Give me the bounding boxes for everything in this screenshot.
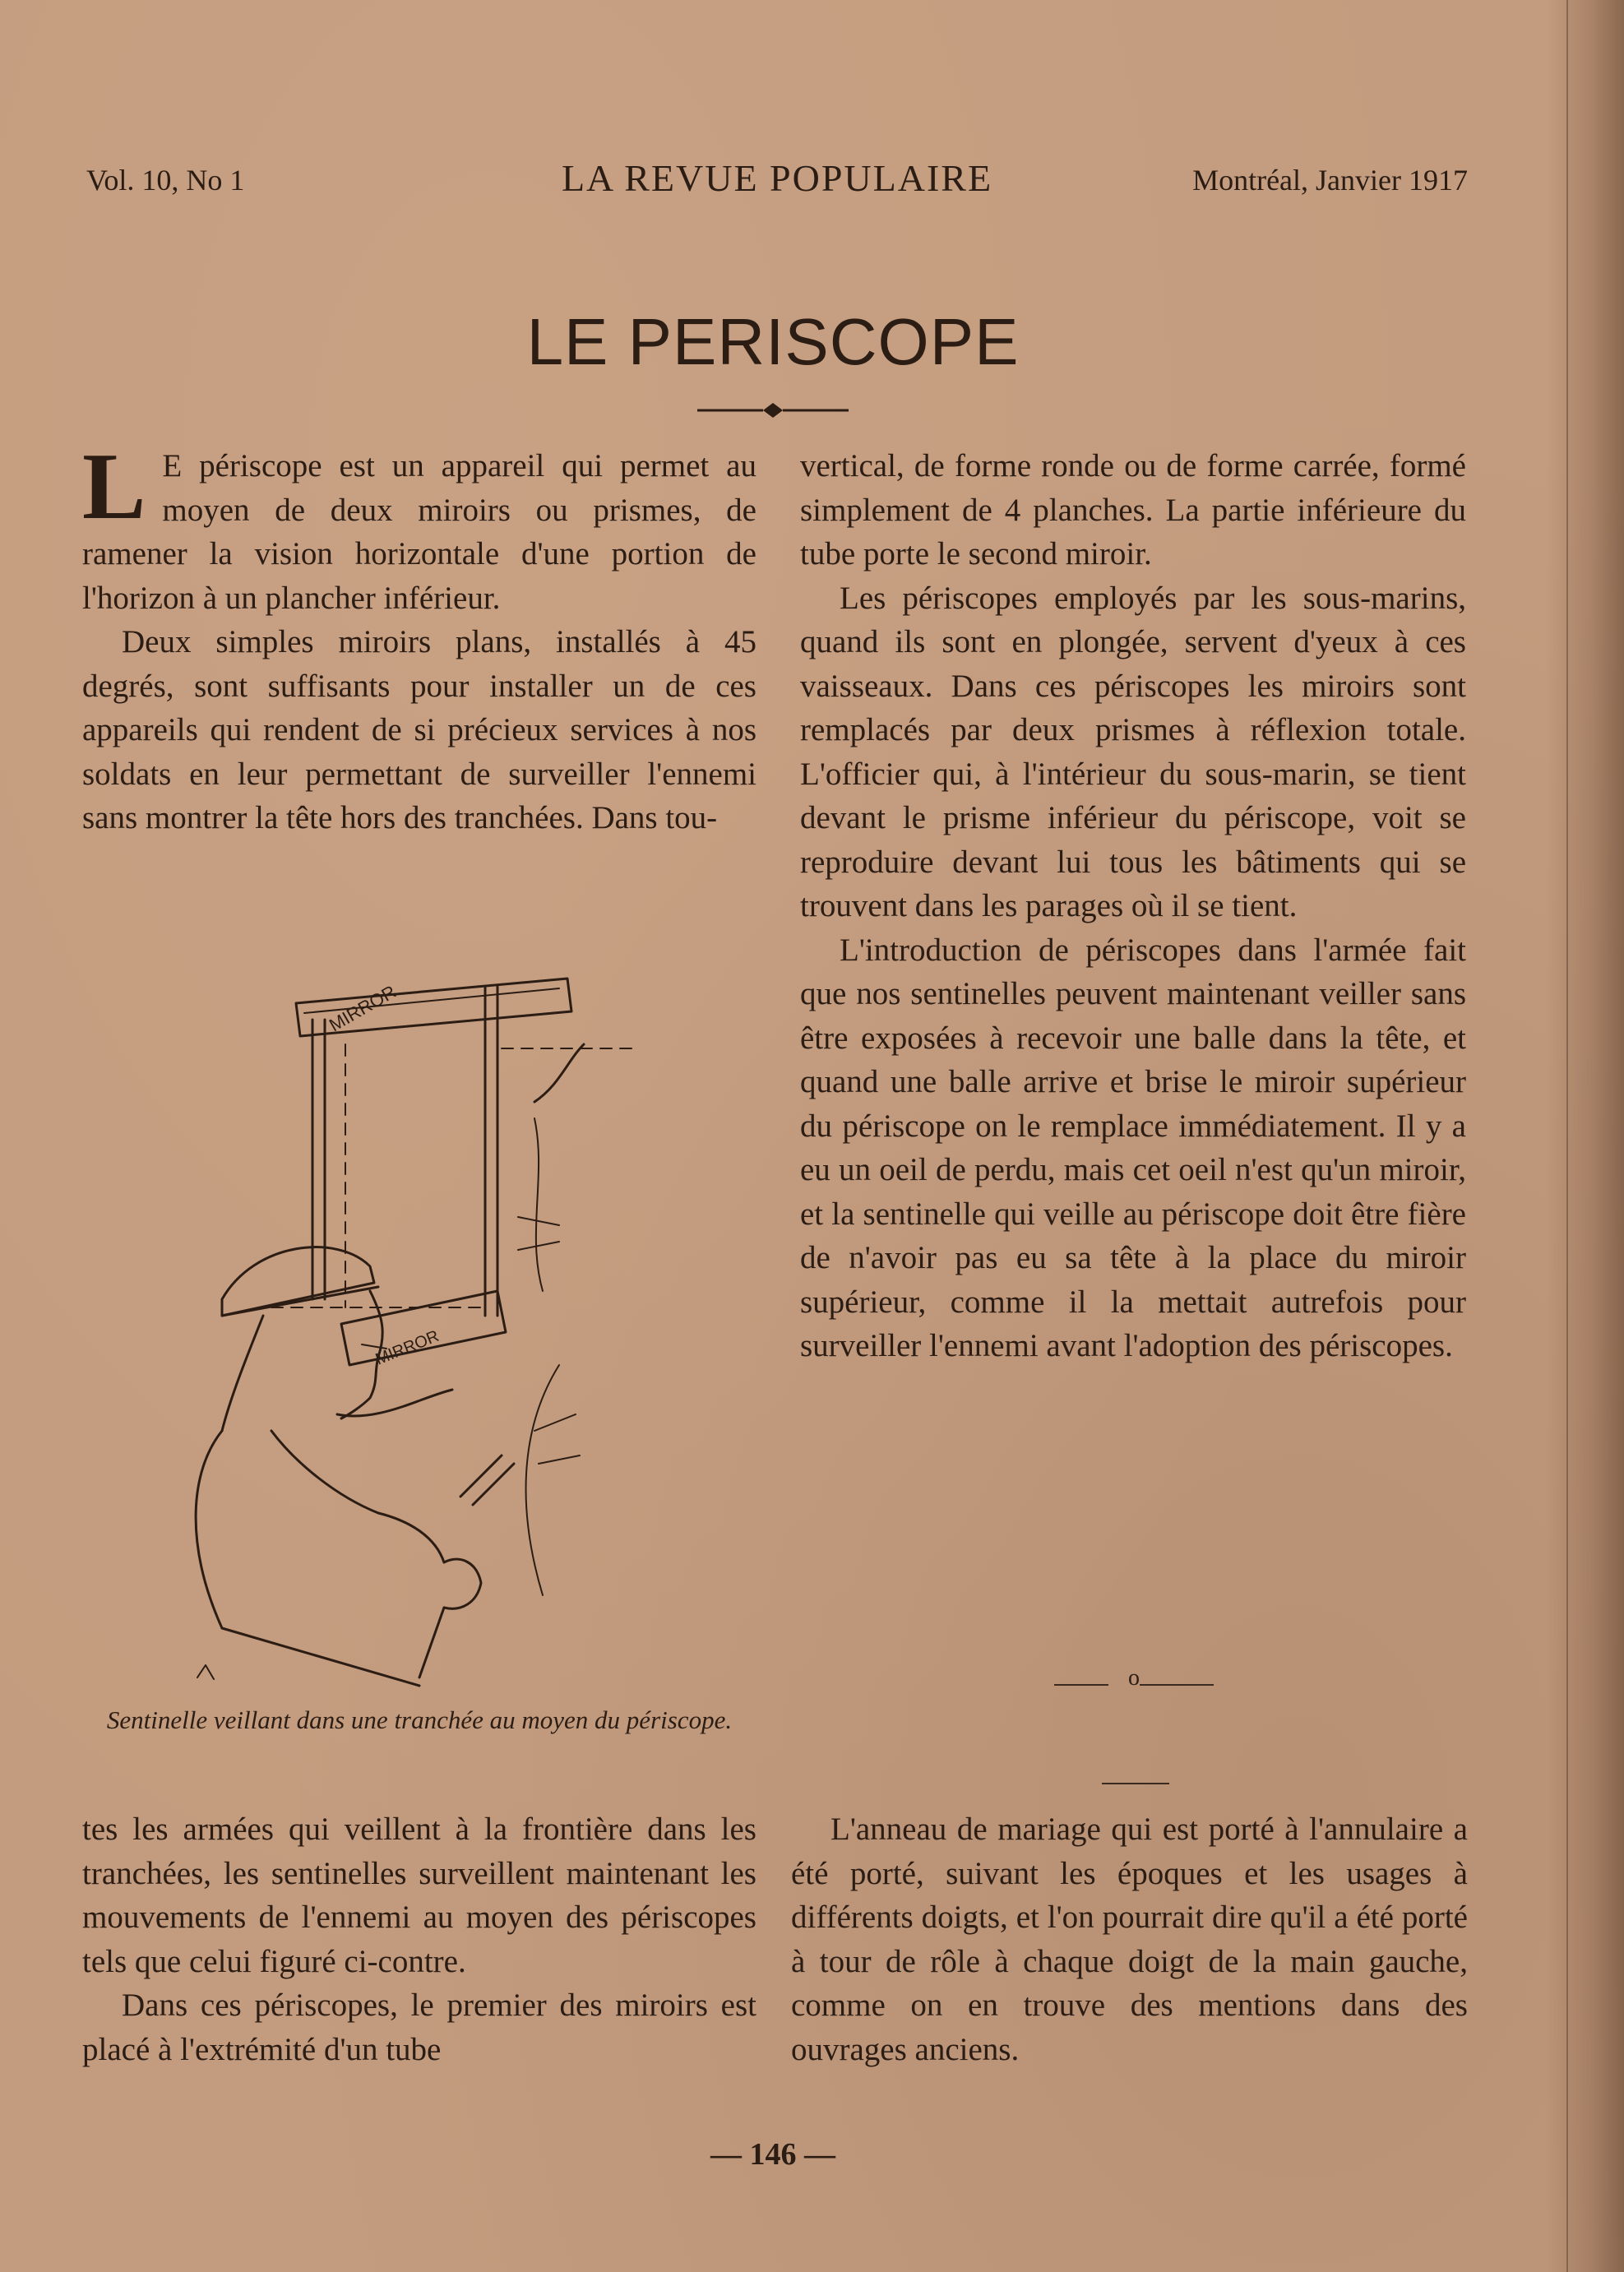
mirror-label-top: MIRROR: [326, 981, 400, 1036]
paragraph-text: E périscope est un appareil qui permet au moyen de deux miroirs ou prismes, de ramener la vision horizontale d'une portion de l'horizon à un plancher inférieur.: [82, 448, 756, 616]
paragraph: [82, 434, 756, 620]
running-head: [86, 156, 1468, 206]
paragraph: Les périscopes employés par les sous-marins, quand ils sont en plongée, servent d'yeux à ces vaisseaux. Dans ces périscopes les miroirs sont remplacés par deux prismes à réflexion totale. L'officier qui, à l'intérieur du sous-marin, se tient devant le prisme inférieur du périscope, voit se reproduire devant lui tous les bâtiments qui se trouvent dans les parages où il se tient.: [800, 580, 1466, 923]
magazine-name: LA REVUE POPULAIRE: [561, 157, 993, 199]
page-edge-line: [1566, 0, 1568, 2272]
paragraph: L'introduction de périscopes dans l'armée fait que nos sentinelles peuvent maintenant veiller sans être exposées à recevoir une balle dans la tête, et quand une balle arrive et brise le miroir supérieur du périscope on le remplace immédiatement. Il y a eu un oeil de perdu, mais cet oeil n'est qu'un miroir, et la sentinelle qui veille au périscope doit être fière de n'avoir pas eu sa tête à la place du miroir supérieur, comme il la mettait autrefois pour surveiller l'ennemi avant l'adoption des périscopes.: [800, 932, 1466, 1363]
article-title: LE PERISCOPE: [526, 305, 1020, 378]
column-left-top: [82, 434, 756, 840]
column-left-bottom: [82, 1807, 756, 2071]
paragraph: vertical, de forme ronde ou de forme carrée, formé simplement de 4 planches. La partie inférieure du tube porte le second miroir.: [800, 448, 1466, 571]
page-number: — 146 —: [710, 2137, 835, 2172]
column-right-bottom: [791, 1807, 1468, 2071]
title-ornament: [697, 398, 849, 423]
dateline: Montréal, Janvier 1917: [1192, 164, 1468, 197]
paragraph: Dans ces périscopes, le premier des miroirs est placé à l'extrémité d'un tube: [82, 1987, 756, 2067]
separator-rule-right: [1140, 1684, 1214, 1686]
paragraph: Deux simples miroirs plans, installés à 45 degrés, sont suffisants pour installer un de ces appareils qui rendent de si précieux services à nos soldats en leur permettant de surveiller l'ennemi sans montrer la tête hors des tranchées. Dans tou-: [82, 624, 756, 835]
separator-mark: o: [1128, 1665, 1140, 1691]
page-edge-shadow: [1546, 0, 1624, 2272]
short-rule: [1102, 1783, 1169, 1784]
drop-cap: L: [82, 434, 146, 539]
volume-number: Vol. 10, No 1: [86, 164, 245, 197]
paragraph: tes les armées qui veillent à la frontière dans les tranchées, les sentinelles surveillent maintenant les mouvements de l'ennemi au moyen des périscopes tels que celui figuré ci-contre.: [82, 1812, 756, 1979]
sentinel-periscope-illustration: [173, 970, 682, 1694]
figure-caption: Sentinelle veillant dans une tranchée au moyen du périscope.: [106, 1705, 733, 1734]
filler-paragraph: L'anneau de mariage qui est porté à l'annulaire a été porté, suivant les époques et les usages à différents doigts, et l'on pourrait dire qu'il a été porté à tour de rôle à chaque doigt de la main gauche, comme on en trouve des mentions dans des ouvrages anciens.: [791, 1812, 1468, 2067]
column-right-top: [800, 444, 1466, 1368]
mirror-label-bottom: MIRROR: [372, 1326, 442, 1369]
